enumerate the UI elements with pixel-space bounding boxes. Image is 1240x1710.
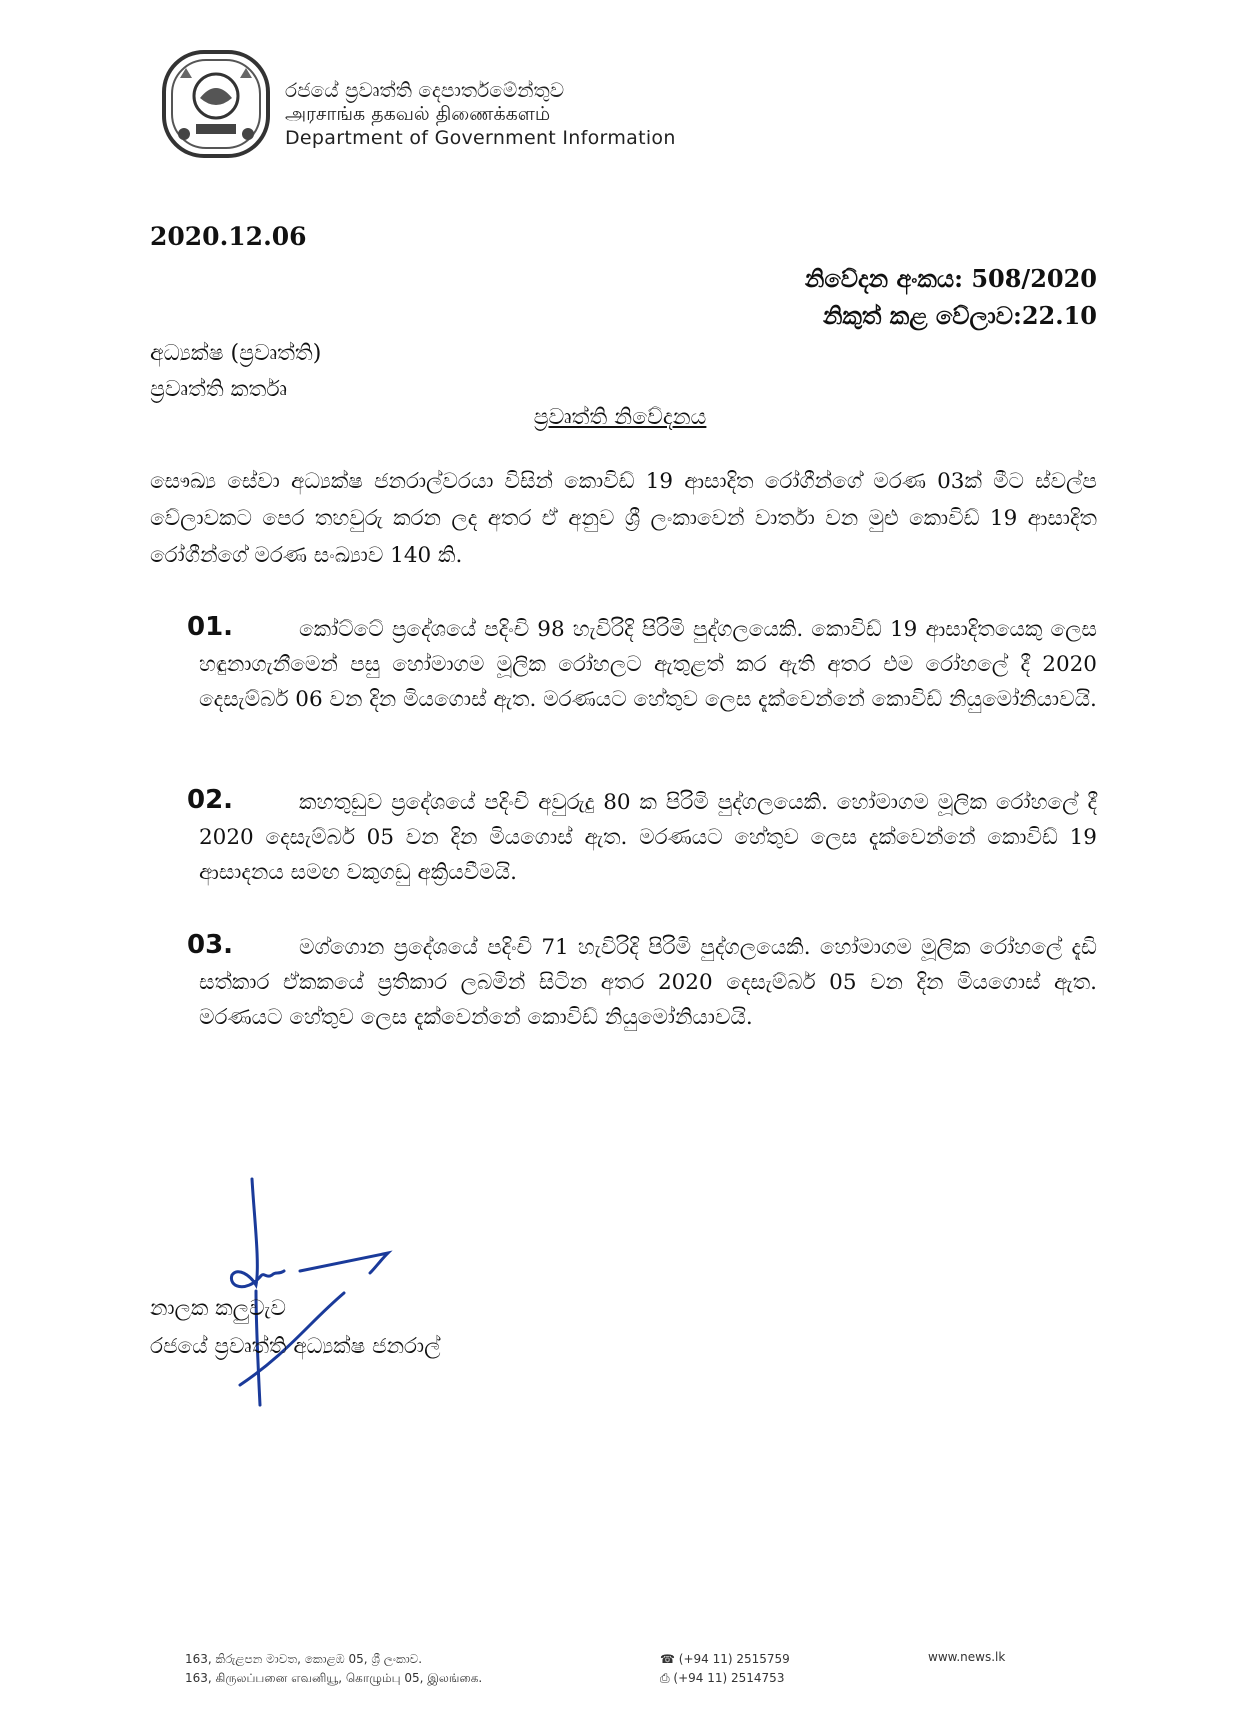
addressee-line-2: ප්‍රවෘත්ති කර්තෘ	[150, 377, 287, 402]
list-item	[187, 785, 1097, 890]
document-subject: ප්‍රවෘත්ති නිවේදනය	[533, 405, 707, 430]
document-date: 2020.12.06	[150, 222, 307, 251]
fax-icon: ⎙	[660, 1671, 674, 1685]
item-number: 02.	[187, 785, 234, 815]
intro-paragraph: සෞඛ්‍ය සේවා අධ්‍යක්ෂ ජනරාල්වරයා විසින් කොවිඩ් 19 ආසාදිත රෝගීන්ගේ මරණ 03ක් මීට ස්වල්ප වේලාවකට පෙර තහවුරු කරන ලද අතර ඒ අනුව ශ්‍රී ලංකාවෙන් වාර්තා වන මුළු කොවිඩ් 19 ආසාදිත රෝගීන්ගේ මරණ සංඛ්‍යාව 140 කි.	[150, 469, 1097, 568]
signatory-title: රජයේ ප්‍රවෘත්ති අධ්‍යක්ෂ ජනරාල්	[150, 1334, 441, 1359]
footer-tel: (+94 11) 2515759	[678, 1652, 790, 1666]
department-letterhead	[285, 78, 676, 150]
footer-address-sinhala: 163, කිරුළපන මාවත, කොළඹ 05, ශ්‍රී ලංකාව.	[185, 1652, 423, 1666]
footer-website[interactable]: www.news.lk	[928, 1650, 1006, 1664]
footer-fax: (+94 11) 2514753	[673, 1671, 785, 1685]
list-item	[187, 612, 1097, 717]
item-number: 01.	[187, 612, 234, 642]
item-number: 03.	[187, 930, 234, 960]
item-text: කෝට්ටේ ප්‍රදේශයේ පදිංචි 98 හැවිරිදි පිරිමි පුද්ගලයෙකි. කොවිඩ් 19 ආසාදිතයෙකු ලෙස හඳුනාගැනීමෙන් පසු හෝමාගම මූලික රෝහලට ඇතුළත් කර ඇති අතර එම රෝහලේ දී 2020 දෙසැම්බර් 06 වන දින මියගොස් ඇත. මරණයට හේතුව ලෙස දැක්වෙන්නේ කොවිඩ් නියුමෝනියාවයි.	[199, 617, 1097, 712]
footer-address-tamil: 163, கிருலப்பனை எவனியூ, கொழும்பு 05, இலங்கை.	[185, 1671, 483, 1685]
addressee-block	[150, 336, 321, 408]
item-text: කහතුඩුව ප්‍රදේශයේ පදිංචි අවුරුදු 80 ක පිරිමි පුද්ගලයෙකි. හෝමාගම මූලික රෝහලේ දී 2020 දෙසැම්බර් 05 වන දින මියගොස් ඇත. මරණයට හේතුව ලෙස දැක්වෙන්නේ කොවිඩ් 19 ආසාදනය සමඟ වකුගඩු අක්‍රියවීමයි.	[199, 790, 1097, 885]
signatory-block	[150, 1290, 441, 1366]
signatory-name: නාලක කලුවැව	[150, 1296, 287, 1321]
item-text: මග්ගොන ප්‍රදේශයේ පදිංචි 71 හැවිරිදි පිරිමි පුද්ගලයෙකි. හෝමාගම මූලික රෝහලේ දැඩි සත්කාර ඒකකයේ ප්‍රතිකාර ලබමින් සිටින අතර 2020 දෙසැම්බර් 05 වන දින මියගොස් ඇත. මරණයට හේතුව ලෙස දැක්වෙන්නේ කොවිඩ් නියුමෝනියාවයි.	[199, 935, 1097, 1030]
reference-block	[805, 260, 1097, 334]
footer-address	[185, 1650, 482, 1688]
department-name-english: Department of Government Information	[285, 127, 676, 149]
department-name-sinhala: රජයේ ප්‍රවෘත්ති දෙපාර්තමේන්තුව	[285, 78, 565, 102]
issued-time: නිකුත් කළ වේලාව:22.10	[822, 301, 1097, 330]
phone-icon: ☎	[660, 1652, 679, 1666]
list-item	[187, 930, 1097, 1035]
department-name-tamil: அரசாங்க தகவல் திணைக்களம்	[285, 103, 551, 125]
addressee-line-1: අධ්‍යක්ෂ (ප්‍රවෘත්ති)	[150, 341, 322, 366]
footer-contacts	[660, 1650, 790, 1688]
government-emblem-icon	[160, 48, 272, 160]
notice-number: නිවේදන අංකය: 508/2020	[804, 264, 1097, 293]
